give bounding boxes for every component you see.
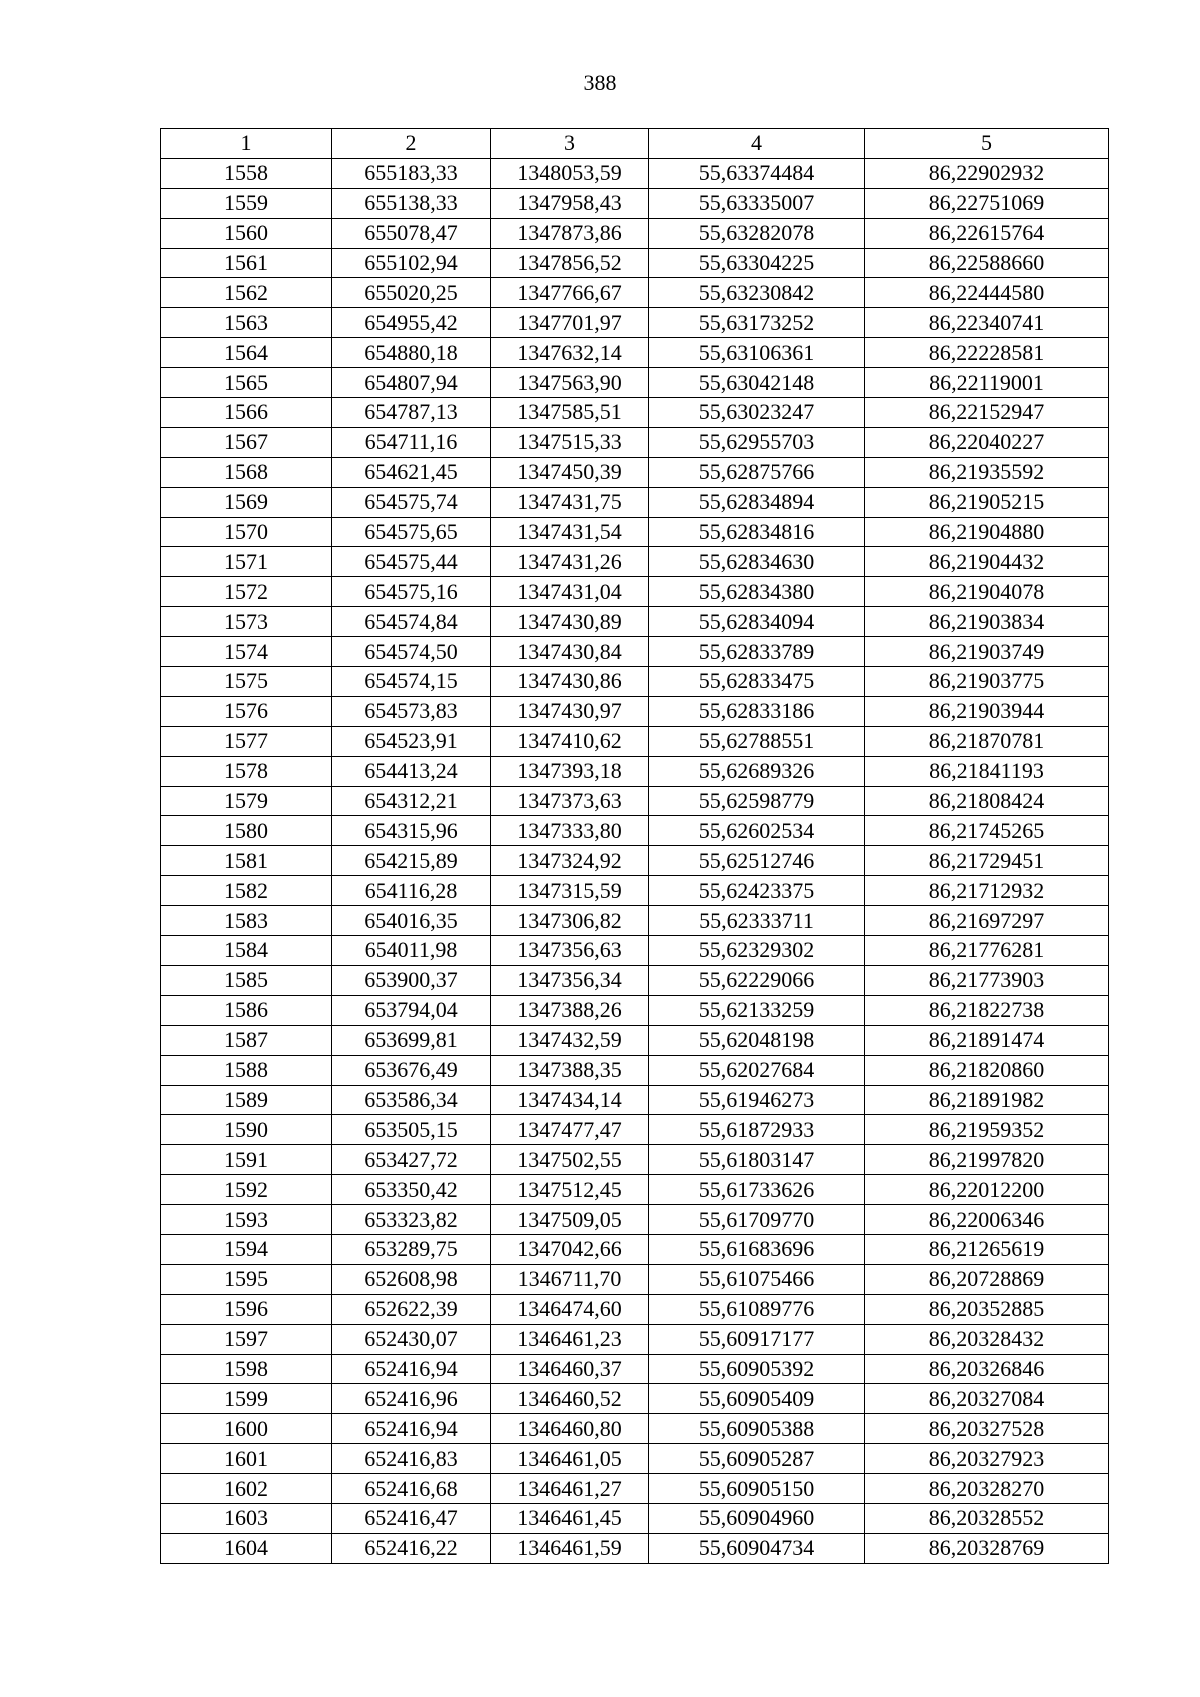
table-header (161, 129, 1109, 159)
table-cell-col-1: 1568 (161, 457, 332, 487)
table-cell-col-1: 1585 (161, 965, 332, 995)
table-cell-col-3: 1347430,86 (491, 667, 649, 697)
table-cell-col-1: 1582 (161, 876, 332, 906)
table-cell-col-2: 654807,94 (332, 368, 491, 398)
table-cell-col-4: 55,60905392 (649, 1354, 865, 1384)
table-cell-col-3: 1347563,90 (491, 368, 649, 398)
table-cell-col-3: 1347873,86 (491, 218, 649, 248)
table-cell-col-3: 1347958,43 (491, 188, 649, 218)
table-cell-col-2: 654574,15 (332, 667, 491, 697)
table-cell-col-5: 86,20327084 (865, 1384, 1109, 1414)
table-row (161, 607, 1109, 637)
table-cell-col-4: 55,62333711 (649, 906, 865, 936)
table-cell-col-1: 1601 (161, 1444, 332, 1474)
table-cell-col-5: 86,22902932 (865, 158, 1109, 188)
table-cell-col-4: 55,62833475 (649, 667, 865, 697)
table-cell-col-1: 1584 (161, 936, 332, 966)
table-cell-col-4: 55,61872933 (649, 1115, 865, 1145)
table-cell-col-1: 1595 (161, 1264, 332, 1294)
table-cell-col-2: 654016,35 (332, 906, 491, 936)
table-cell-col-4: 55,62598779 (649, 786, 865, 816)
table-cell-col-2: 653586,34 (332, 1085, 491, 1115)
table-cell-col-5: 86,21904880 (865, 517, 1109, 547)
table-cell-col-1: 1603 (161, 1503, 332, 1533)
table-cell-col-5: 86,20352885 (865, 1294, 1109, 1324)
table-cell-col-5: 86,21870781 (865, 726, 1109, 756)
table-row (161, 308, 1109, 338)
table-row (161, 1025, 1109, 1055)
table-cell-col-3: 1347432,59 (491, 1025, 649, 1055)
table-cell-col-3: 1346461,05 (491, 1444, 649, 1474)
table-cell-col-4: 55,63023247 (649, 398, 865, 428)
table-cell-col-3: 1347410,62 (491, 726, 649, 756)
table-row (161, 1533, 1109, 1563)
table-cell-col-2: 653350,42 (332, 1175, 491, 1205)
table-cell-col-5: 86,21808424 (865, 786, 1109, 816)
table-cell-col-4: 55,62602534 (649, 816, 865, 846)
table-row (161, 1115, 1109, 1145)
table-cell-col-2: 654575,74 (332, 487, 491, 517)
table-cell-col-2: 654413,24 (332, 756, 491, 786)
table-cell-col-5: 86,21773903 (865, 965, 1109, 995)
table-cell-col-5: 86,20328552 (865, 1503, 1109, 1533)
table-cell-col-1: 1591 (161, 1145, 332, 1175)
table-cell-col-2: 654955,42 (332, 308, 491, 338)
table-cell-col-5: 86,22228581 (865, 338, 1109, 368)
table-cell-col-1: 1567 (161, 427, 332, 457)
table-cell-col-4: 55,60905409 (649, 1384, 865, 1414)
table-cell-col-2: 655183,33 (332, 158, 491, 188)
table-cell-col-5: 86,21891982 (865, 1085, 1109, 1115)
table-cell-col-2: 653505,15 (332, 1115, 491, 1145)
table-cell-col-3: 1347388,35 (491, 1055, 649, 1085)
table-cell-col-2: 652416,83 (332, 1444, 491, 1474)
table-cell-col-4: 55,63042148 (649, 368, 865, 398)
table-row (161, 188, 1109, 218)
table-cell-col-4: 55,62512746 (649, 846, 865, 876)
table-cell-col-2: 654575,16 (332, 577, 491, 607)
table-cell-col-2: 653699,81 (332, 1025, 491, 1055)
table-cell-col-5: 86,20327528 (865, 1414, 1109, 1444)
table-row (161, 1414, 1109, 1444)
table-cell-col-2: 654573,83 (332, 696, 491, 726)
table-row (161, 278, 1109, 308)
table-cell-col-3: 1347393,18 (491, 756, 649, 786)
table-row (161, 158, 1109, 188)
table-cell-col-2: 654574,84 (332, 607, 491, 637)
table-cell-col-3: 1347431,54 (491, 517, 649, 547)
table-cell-col-2: 652416,47 (332, 1503, 491, 1533)
table-row (161, 517, 1109, 547)
table-cell-col-2: 653794,04 (332, 995, 491, 1025)
column-header-2: 2 (332, 129, 491, 159)
table-cell-col-5: 86,21903749 (865, 637, 1109, 667)
table-cell-col-5: 86,21841193 (865, 756, 1109, 786)
table-cell-col-2: 652608,98 (332, 1264, 491, 1294)
table-cell-col-5: 86,21776281 (865, 936, 1109, 966)
table-row (161, 965, 1109, 995)
table-cell-col-5: 86,21745265 (865, 816, 1109, 846)
table-cell-col-3: 1347585,51 (491, 398, 649, 428)
table-cell-col-5: 86,21820860 (865, 1055, 1109, 1085)
table-cell-col-5: 86,20728869 (865, 1264, 1109, 1294)
table-cell-col-5: 86,21904078 (865, 577, 1109, 607)
table-cell-col-2: 653427,72 (332, 1145, 491, 1175)
table-cell-col-4: 55,61803147 (649, 1145, 865, 1175)
table-cell-col-4: 55,62834094 (649, 607, 865, 637)
table-cell-col-4: 55,63304225 (649, 248, 865, 278)
table-cell-col-4: 55,62133259 (649, 995, 865, 1025)
table-row (161, 816, 1109, 846)
table-cell-col-1: 1564 (161, 338, 332, 368)
table-row (161, 846, 1109, 876)
table-cell-col-3: 1348053,59 (491, 158, 649, 188)
table-cell-col-3: 1347388,26 (491, 995, 649, 1025)
table-cell-col-1: 1573 (161, 607, 332, 637)
table-cell-col-5: 86,21997820 (865, 1145, 1109, 1175)
table-cell-col-4: 55,62048198 (649, 1025, 865, 1055)
table-cell-col-1: 1589 (161, 1085, 332, 1115)
table-cell-col-1: 1597 (161, 1324, 332, 1354)
table-row (161, 876, 1109, 906)
table-cell-col-3: 1346474,60 (491, 1294, 649, 1324)
table-cell-col-2: 653900,37 (332, 965, 491, 995)
table-cell-col-3: 1347430,89 (491, 607, 649, 637)
table-row (161, 457, 1109, 487)
table-cell-col-4: 55,62834630 (649, 547, 865, 577)
table-cell-col-5: 86,21904432 (865, 547, 1109, 577)
table-cell-col-3: 1346461,23 (491, 1324, 649, 1354)
table-row (161, 427, 1109, 457)
table-cell-col-3: 1347509,05 (491, 1205, 649, 1235)
coordinates-table (160, 128, 1109, 1564)
table-cell-col-3: 1347324,92 (491, 846, 649, 876)
table-cell-col-3: 1347434,14 (491, 1085, 649, 1115)
table-cell-col-2: 652416,68 (332, 1474, 491, 1504)
table-cell-col-2: 654711,16 (332, 427, 491, 457)
table-cell-col-1: 1602 (161, 1474, 332, 1504)
table-row (161, 547, 1109, 577)
table-cell-col-4: 55,63173252 (649, 308, 865, 338)
table-cell-col-4: 55,63374484 (649, 158, 865, 188)
table-cell-col-3: 1347431,75 (491, 487, 649, 517)
table-cell-col-5: 86,21822738 (865, 995, 1109, 1025)
table-row (161, 906, 1109, 936)
table-cell-col-2: 655020,25 (332, 278, 491, 308)
table-body (161, 158, 1109, 1563)
table-cell-col-4: 55,62875766 (649, 457, 865, 487)
table-cell-col-4: 55,63106361 (649, 338, 865, 368)
table-cell-col-1: 1600 (161, 1414, 332, 1444)
table-cell-col-4: 55,62329302 (649, 936, 865, 966)
column-header-1: 1 (161, 129, 332, 159)
table-cell-col-2: 654575,44 (332, 547, 491, 577)
table-cell-col-4: 55,60917177 (649, 1324, 865, 1354)
table-cell-col-1: 1590 (161, 1115, 332, 1145)
table-cell-col-5: 86,22119001 (865, 368, 1109, 398)
table-cell-col-3: 1347356,63 (491, 936, 649, 966)
table-row (161, 577, 1109, 607)
table-cell-col-4: 55,62788551 (649, 726, 865, 756)
table-cell-col-5: 86,22152947 (865, 398, 1109, 428)
table-cell-col-2: 654315,96 (332, 816, 491, 846)
table-cell-col-5: 86,22751069 (865, 188, 1109, 218)
table-cell-col-3: 1347430,97 (491, 696, 649, 726)
table-cell-col-2: 652416,94 (332, 1354, 491, 1384)
table-cell-col-5: 86,22615764 (865, 218, 1109, 248)
table-row (161, 1055, 1109, 1085)
table-cell-col-1: 1593 (161, 1205, 332, 1235)
table-cell-col-3: 1346460,52 (491, 1384, 649, 1414)
table-row (161, 338, 1109, 368)
table-cell-col-3: 1347512,45 (491, 1175, 649, 1205)
table-cell-col-3: 1346461,27 (491, 1474, 649, 1504)
table-row (161, 637, 1109, 667)
table-row (161, 1384, 1109, 1414)
table-cell-col-2: 654116,28 (332, 876, 491, 906)
table-cell-col-4: 55,61709770 (649, 1205, 865, 1235)
table-row (161, 487, 1109, 517)
table-row (161, 1205, 1109, 1235)
table-cell-col-3: 1347042,66 (491, 1234, 649, 1264)
table-cell-col-3: 1347333,80 (491, 816, 649, 846)
table-cell-col-3: 1347766,67 (491, 278, 649, 308)
table-row (161, 1503, 1109, 1533)
table-cell-col-2: 652416,94 (332, 1414, 491, 1444)
table-row (161, 756, 1109, 786)
table-cell-col-3: 1347431,04 (491, 577, 649, 607)
column-header-4: 4 (649, 129, 865, 159)
table-row (161, 667, 1109, 697)
table-cell-col-1: 1594 (161, 1234, 332, 1264)
table-cell-col-3: 1347515,33 (491, 427, 649, 457)
table-cell-col-4: 55,63282078 (649, 218, 865, 248)
table-cell-col-4: 55,62423375 (649, 876, 865, 906)
table-cell-col-3: 1347315,59 (491, 876, 649, 906)
table-cell-col-1: 1579 (161, 786, 332, 816)
table-cell-col-3: 1347430,84 (491, 637, 649, 667)
table-cell-col-3: 1347306,82 (491, 906, 649, 936)
table-cell-col-1: 1574 (161, 637, 332, 667)
table-row (161, 1294, 1109, 1324)
table-cell-col-4: 55,61089776 (649, 1294, 865, 1324)
table-cell-col-5: 86,22340741 (865, 308, 1109, 338)
table-cell-col-1: 1569 (161, 487, 332, 517)
table-cell-col-4: 55,62834894 (649, 487, 865, 517)
table-cell-col-1: 1588 (161, 1055, 332, 1085)
table-row (161, 1145, 1109, 1175)
table-cell-col-3: 1346460,80 (491, 1414, 649, 1444)
table-row (161, 726, 1109, 756)
table-cell-col-4: 55,60904734 (649, 1533, 865, 1563)
table-cell-col-5: 86,21712932 (865, 876, 1109, 906)
table-cell-col-4: 55,63230842 (649, 278, 865, 308)
table-cell-col-5: 86,21935592 (865, 457, 1109, 487)
table-cell-col-2: 653676,49 (332, 1055, 491, 1085)
page-number: 388 (583, 70, 617, 95)
table-cell-col-4: 55,62027684 (649, 1055, 865, 1085)
table-cell-col-4: 55,60904960 (649, 1503, 865, 1533)
table-row (161, 696, 1109, 726)
table-row (161, 218, 1109, 248)
table-cell-col-1: 1598 (161, 1354, 332, 1384)
table-row (161, 1324, 1109, 1354)
table-cell-col-1: 1561 (161, 248, 332, 278)
table-cell-col-2: 652416,22 (332, 1533, 491, 1563)
table-cell-col-4: 55,61075466 (649, 1264, 865, 1294)
table-cell-col-4: 55,62955703 (649, 427, 865, 457)
table-cell-col-1: 1576 (161, 696, 332, 726)
table-row (161, 1474, 1109, 1504)
table-cell-col-5: 86,21903944 (865, 696, 1109, 726)
table-cell-col-1: 1587 (161, 1025, 332, 1055)
table-cell-col-5: 86,21905215 (865, 487, 1109, 517)
table-cell-col-2: 654787,13 (332, 398, 491, 428)
table-cell-col-4: 55,62834380 (649, 577, 865, 607)
table-row (161, 1085, 1109, 1115)
table-cell-col-3: 1347632,14 (491, 338, 649, 368)
table-cell-col-5: 86,22012200 (865, 1175, 1109, 1205)
table-cell-col-3: 1347450,39 (491, 457, 649, 487)
table-cell-col-3: 1347373,63 (491, 786, 649, 816)
table-cell-col-3: 1346461,45 (491, 1503, 649, 1533)
table-row (161, 995, 1109, 1025)
table-cell-col-1: 1565 (161, 368, 332, 398)
table-cell-col-5: 86,21903834 (865, 607, 1109, 637)
table-cell-col-1: 1578 (161, 756, 332, 786)
table-cell-col-2: 654880,18 (332, 338, 491, 368)
table-cell-col-3: 1346461,59 (491, 1533, 649, 1563)
table-cell-col-4: 55,62833186 (649, 696, 865, 726)
table-cell-col-1: 1571 (161, 547, 332, 577)
table-cell-col-3: 1347502,55 (491, 1145, 649, 1175)
table-row (161, 1444, 1109, 1474)
table-cell-col-2: 653289,75 (332, 1234, 491, 1264)
table-cell-col-1: 1596 (161, 1294, 332, 1324)
table-cell-col-2: 654011,98 (332, 936, 491, 966)
table-cell-col-3: 1347856,52 (491, 248, 649, 278)
table-row (161, 1234, 1109, 1264)
table-cell-col-1: 1562 (161, 278, 332, 308)
table-cell-col-1: 1581 (161, 846, 332, 876)
table-row (161, 248, 1109, 278)
table-cell-col-1: 1580 (161, 816, 332, 846)
table-cell-col-5: 86,21903775 (865, 667, 1109, 697)
table-cell-col-1: 1577 (161, 726, 332, 756)
table-cell-col-4: 55,60905388 (649, 1414, 865, 1444)
table-cell-col-1: 1566 (161, 398, 332, 428)
table-cell-col-5: 86,21265619 (865, 1234, 1109, 1264)
table-cell-col-2: 652430,07 (332, 1324, 491, 1354)
table-cell-col-2: 652416,96 (332, 1384, 491, 1414)
table-cell-col-2: 654575,65 (332, 517, 491, 547)
table-cell-col-5: 86,21959352 (865, 1115, 1109, 1145)
column-header-5: 5 (865, 129, 1109, 159)
table-cell-col-5: 86,20328769 (865, 1533, 1109, 1563)
table-cell-col-1: 1599 (161, 1384, 332, 1414)
table-cell-col-4: 55,60905287 (649, 1444, 865, 1474)
table-cell-col-2: 652622,39 (332, 1294, 491, 1324)
column-header-3: 3 (491, 129, 649, 159)
table-cell-col-2: 653323,82 (332, 1205, 491, 1235)
table-row (161, 368, 1109, 398)
table-cell-col-5: 86,20328270 (865, 1474, 1109, 1504)
table-cell-col-2: 655138,33 (332, 188, 491, 218)
table-cell-col-1: 1563 (161, 308, 332, 338)
table-cell-col-1: 1604 (161, 1533, 332, 1563)
table-cell-col-2: 654523,91 (332, 726, 491, 756)
table-cell-col-1: 1560 (161, 218, 332, 248)
table-cell-col-4: 55,62229066 (649, 965, 865, 995)
table-cell-col-2: 654621,45 (332, 457, 491, 487)
table-row (161, 1264, 1109, 1294)
table-cell-col-3: 1347356,34 (491, 965, 649, 995)
table-cell-col-5: 86,22588660 (865, 248, 1109, 278)
table-cell-col-1: 1586 (161, 995, 332, 1025)
table-cell-col-3: 1347431,26 (491, 547, 649, 577)
table-cell-col-2: 654215,89 (332, 846, 491, 876)
table-cell-col-3: 1347477,47 (491, 1115, 649, 1145)
table-cell-col-5: 86,22040227 (865, 427, 1109, 457)
table-cell-col-1: 1592 (161, 1175, 332, 1205)
table-cell-col-5: 86,22006346 (865, 1205, 1109, 1235)
table-cell-col-3: 1347701,97 (491, 308, 649, 338)
table-cell-col-4: 55,63335007 (649, 188, 865, 218)
table-cell-col-5: 86,20327923 (865, 1444, 1109, 1474)
header-row (161, 129, 1109, 159)
table-cell-col-4: 55,61683696 (649, 1234, 865, 1264)
table-cell-col-5: 86,20328432 (865, 1324, 1109, 1354)
table-cell-col-3: 1346460,37 (491, 1354, 649, 1384)
table-cell-col-5: 86,21697297 (865, 906, 1109, 936)
table-cell-col-1: 1558 (161, 158, 332, 188)
table-cell-col-5: 86,20326846 (865, 1354, 1109, 1384)
table-cell-col-2: 655102,94 (332, 248, 491, 278)
table-cell-col-2: 655078,47 (332, 218, 491, 248)
table-row (161, 1175, 1109, 1205)
table-cell-col-1: 1572 (161, 577, 332, 607)
table-cell-col-4: 55,62689326 (649, 756, 865, 786)
table-cell-col-1: 1583 (161, 906, 332, 936)
table-cell-col-4: 55,61946273 (649, 1085, 865, 1115)
table-cell-col-5: 86,22444580 (865, 278, 1109, 308)
table-row (161, 936, 1109, 966)
table-cell-col-4: 55,62834816 (649, 517, 865, 547)
table-cell-col-5: 86,21891474 (865, 1025, 1109, 1055)
table-cell-col-1: 1575 (161, 667, 332, 697)
table-cell-col-2: 654574,50 (332, 637, 491, 667)
table-cell-col-4: 55,61733626 (649, 1175, 865, 1205)
table-cell-col-2: 654312,21 (332, 786, 491, 816)
table-row (161, 1354, 1109, 1384)
table-cell-col-1: 1559 (161, 188, 332, 218)
table-cell-col-1: 1570 (161, 517, 332, 547)
table-cell-col-4: 55,62833789 (649, 637, 865, 667)
table-cell-col-5: 86,21729451 (865, 846, 1109, 876)
table-cell-col-4: 55,60905150 (649, 1474, 865, 1504)
table-row (161, 398, 1109, 428)
table-row (161, 786, 1109, 816)
table-cell-col-3: 1346711,70 (491, 1264, 649, 1294)
